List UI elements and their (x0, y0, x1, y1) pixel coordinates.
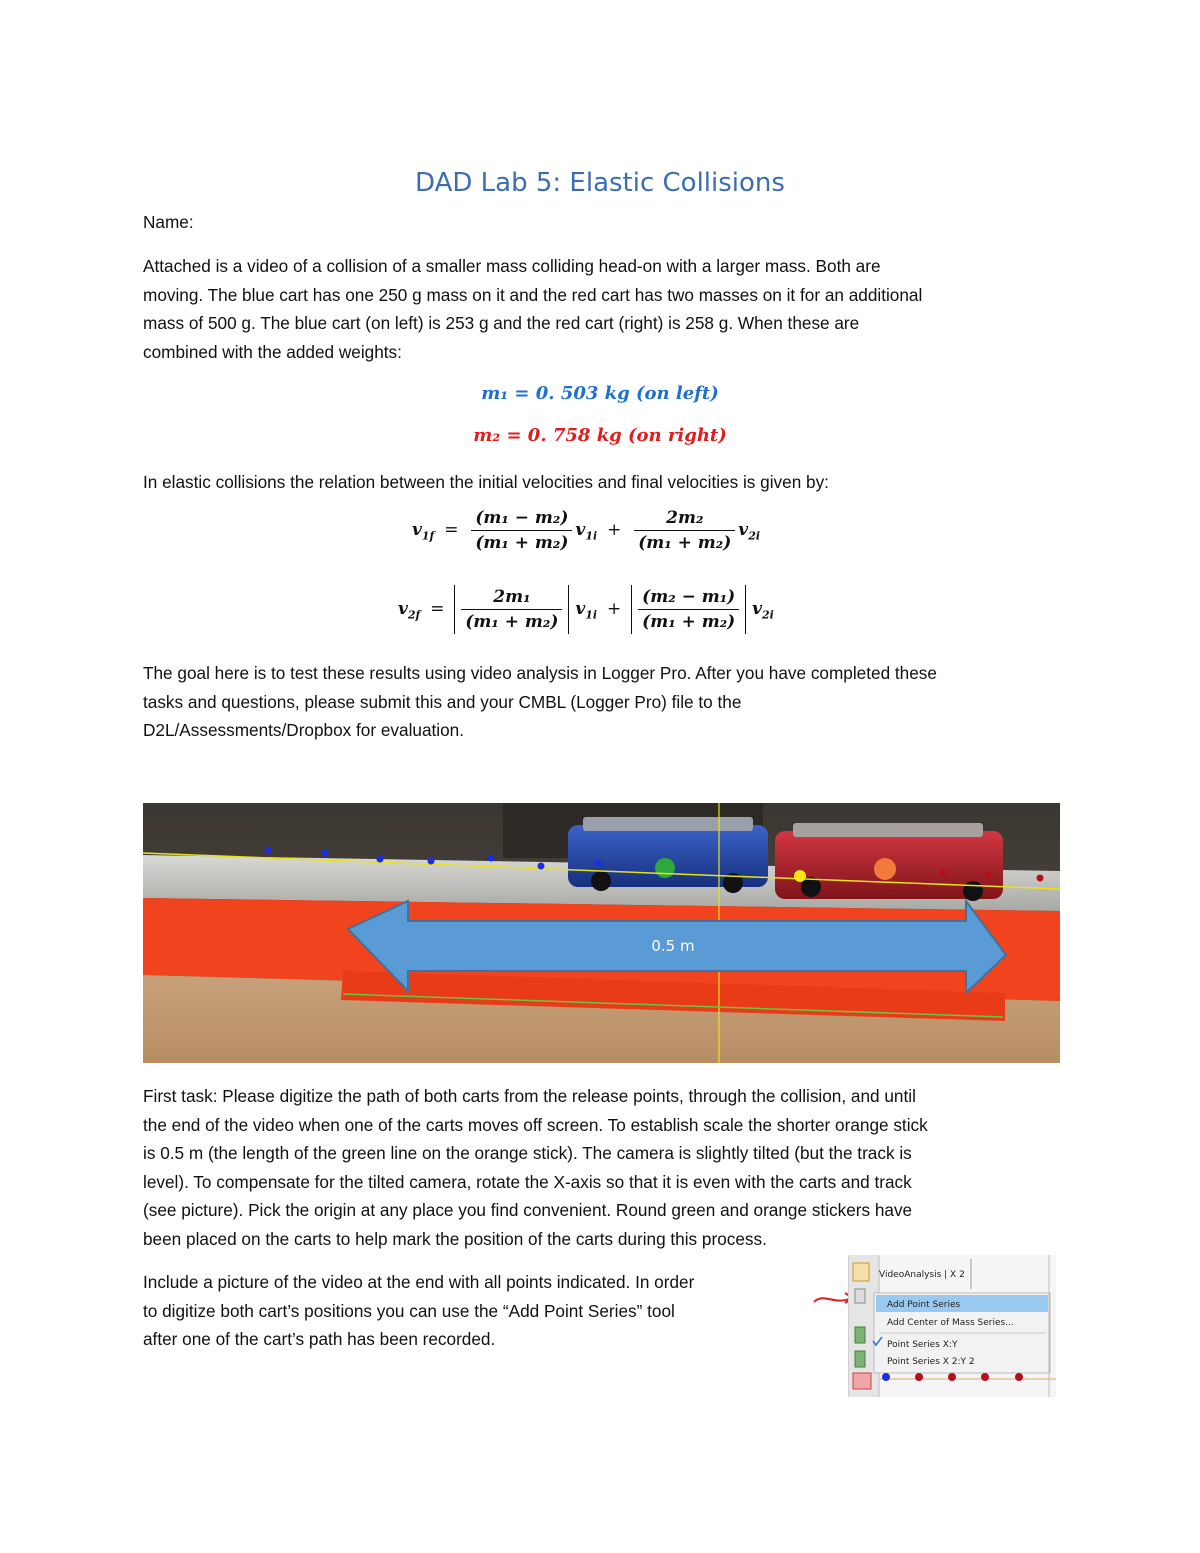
eq1-lhs-sub: 1f (421, 529, 435, 543)
m2-equation: m₂ = 0. 758 kg (on right) (473, 425, 727, 446)
eq2-frac2-den: (m₁ + m₂) (642, 612, 736, 632)
eq2-lhs: v (398, 599, 408, 619)
eq2-bracket-2 (631, 585, 746, 634)
eq1-v1-sub: 1i (585, 529, 598, 543)
task-line: (see picture). Pick the origin at any place you find convenient. Round green and orange stickers have (143, 1200, 913, 1221)
menu-item-point-series-xy[interactable]: Point Series X:Y (887, 1340, 958, 1350)
relation-text: In elastic collisions the relation between the initial velocities and final velocities is given by: (143, 472, 829, 492)
task-line: level). To compensate for the tilted camera, rotate the X-axis so that it is even with the carts and track (143, 1171, 912, 1192)
intro-line: mass of 500 g. The blue cart (on left) is 253 g and the red cart (right) is 258 g. When these are (143, 313, 860, 334)
eq2-equals: = (430, 599, 445, 619)
eq2-v1: v (575, 599, 586, 619)
eq2-bracket-1 (454, 585, 569, 634)
eq1-fraction-2 (634, 508, 735, 553)
goal-line: tasks and questions, please submit this and your CMBL (Logger Pro) file to the (143, 691, 742, 712)
scale-arrow-label: 0.5 m (651, 937, 695, 955)
eq2-v2: v (752, 599, 763, 619)
eq2-plus: + (607, 599, 622, 619)
eq2-fraction-2 (638, 587, 739, 632)
eq1-frac1-den: (m₁ + m₂) (475, 533, 569, 553)
goal-line: D2L/Assessments/Dropbox for evaluation. (143, 720, 464, 741)
page-title: DAD Lab 5: Elastic Collisions (415, 168, 785, 198)
eq1-equals: = (444, 520, 459, 540)
include-line: to digitize both cart’s positions you can use the “Add Point Series” tool (143, 1300, 675, 1321)
include-line: Include a picture of the video at the end with all points indicated. In order (143, 1272, 695, 1292)
eq1-fraction-1 (471, 508, 572, 553)
intro-line: combined with the added weights: (143, 341, 402, 362)
video-analysis-tab[interactable]: VideoAnalysis | X 2 (879, 1270, 965, 1280)
task-line: been placed on the carts to help mark the position of the carts during this process. (143, 1229, 767, 1249)
name-label: Name: (143, 212, 194, 232)
eq1-v2: v (738, 520, 749, 540)
menu-item-point-series-x2y2[interactable]: Point Series X 2:Y 2 (887, 1357, 975, 1367)
equation-v1f (412, 508, 760, 553)
eq2-v2-sub: 2i (762, 608, 774, 622)
task-line: the end of the video when one of the carts moves off screen. To establish scale the shorter orange stick (143, 1114, 928, 1135)
intro-line: moving. The blue cart has one 250 g mass on it and the red cart has two masses on it for an additional (143, 284, 923, 305)
eq2-lhs-sub: 2f (407, 608, 421, 622)
eq1-frac2-num: 2m₂ (634, 508, 735, 531)
eq1-plus: + (607, 520, 622, 540)
eq1-frac1-num: (m₁ − m₂) (471, 508, 572, 531)
eq1-v2-sub: 2i (748, 529, 761, 543)
menu-item-add-point-series[interactable]: Add Point Series (887, 1300, 961, 1310)
eq1-frac2-den: (m₁ + m₂) (638, 533, 732, 553)
eq2-frac2-num: (m₂ − m₁) (638, 587, 739, 610)
equation-v2f (398, 585, 774, 634)
include-line: after one of the cart’s path has been recorded. (143, 1329, 496, 1350)
inset-svg (849, 1255, 1056, 1397)
eq1-v1: v (575, 520, 586, 540)
intro-line: Attached is a video of a collision of a smaller mass colliding head-on with a larger mass. Both are (143, 256, 881, 276)
eq2-frac1-num: 2m₁ (461, 587, 562, 610)
menu-item-add-center-of-mass[interactable]: Add Center of Mass Series... (887, 1318, 1014, 1328)
collision-video-frame (143, 803, 1060, 1063)
eq1-lhs: v (412, 520, 422, 540)
logger-pro-menu-screenshot (848, 1255, 1056, 1397)
video-frame-svg (143, 803, 1060, 1063)
eq2-fraction-1 (461, 587, 562, 632)
eq2-frac1-den: (m₁ + m₂) (465, 612, 559, 632)
goal-line: The goal here is to test these results using video analysis in Logger Pro. After you have completed these (143, 663, 937, 683)
task-line: First task: Please digitize the path of both carts from the release points, through the collision, and until (143, 1086, 916, 1106)
task-line: is 0.5 m (the length of the green line on the orange stick). The camera is slightly tilted (but the track is (143, 1143, 912, 1164)
m1-equation: m₁ = 0. 503 kg (on left) (481, 383, 719, 404)
eq2-v1-sub: 1i (585, 608, 598, 622)
